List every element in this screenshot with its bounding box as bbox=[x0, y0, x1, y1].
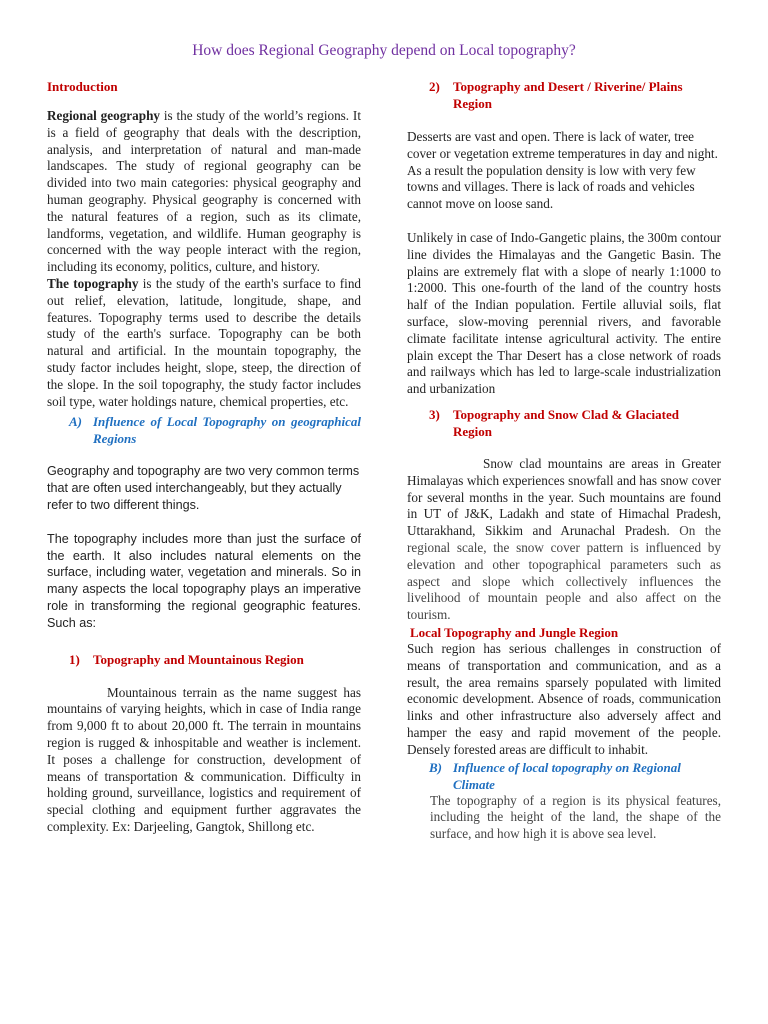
snow-paragraph bbox=[407, 456, 721, 624]
subsection-2-heading bbox=[429, 78, 721, 112]
topography-text: is the study of the earth's surface to find out relief, elevation, latitude, longitude, shape, and features. Topography terms used to describe the details study of the earth's surface. Topography can be both natural and artificial. In the mountain topography, the study factor includes height, slope, steep, the direction of the slope. In the soil topography, the study factor includes soil type, water holdings nature, chemical properties, etc. bbox=[47, 275, 362, 409]
left-column bbox=[47, 78, 361, 836]
desert-paragraph: Desserts are vast and open. There is lack of water, tree cover or vegetation extreme temperatures in day and night. As a result the population density is low with very few towns and villages. There is lack of roads and vehicles cannot move on loose sand. bbox=[407, 129, 718, 212]
topography-term: The topography bbox=[47, 275, 139, 291]
topography-paragraph bbox=[47, 276, 361, 410]
section-b-title: Influence of local topography on Regional Climate bbox=[453, 759, 681, 792]
subsection-1-number: 1) bbox=[69, 651, 80, 667]
plains-paragraph: Unlikely in case of Indo-Gangetic plains, the 300m contour line divides the Himalayas and the Gangetic Basin. The plains are extremely flat with a slope of nearly 1:1000 to 1:2000. This one-fourth of the land of the country hosts half of the Indian population. Fertile alluvial soils, flat surface, slow-moving perennial rivers, and favorable climate facilitate intense agricultural activity. The entire plain except the Thar Desert has a close network of roads and railways which has led to large-scale industrialization and urbanization bbox=[407, 229, 721, 397]
mountain-paragraph: Mountainous terrain as the name suggest has mountains of varying heights, which in case of India range from 9,000 ft to about 20,000 ft. The terrain in mountains region is rugged & inhospitable and weather is inclement. It poses a challenge for construction, development of means of transportation & communication. Difficulty in holding ground, surveillance, logistics and requirement of special clothing and equipment further aggravates the complexity. Ex: Darjeeling, Gangtok, Shillong etc. bbox=[47, 684, 361, 834]
section-a-title: Influence of Local Topography on geographical Regions bbox=[93, 414, 361, 447]
topo-includes-paragraph: The topography includes more than just the surface of the earth. It also includes natural elements on the surface, including water, vegetation and minerals. So in many aspects the local topography plays an imperative role in transforming the regional geographic features. Such as: bbox=[47, 531, 361, 630]
subsection-3-heading bbox=[429, 406, 721, 440]
subsection-3-title: Topography and Snow Clad & Glaciated Region bbox=[453, 406, 679, 439]
section-a-number: A) bbox=[69, 414, 82, 430]
section-b-heading bbox=[429, 759, 721, 793]
subsection-1-heading bbox=[69, 651, 361, 668]
jungle-paragraph: Such region has serious challenges in construction of means of transportation and communication, and as a result, the area remains sparsely populated with limited economic development. Absence of roads, communication links and other infrastructure also adversely affect and hamper the easy and rapid movement of the people. Densely forested areas are difficult to inhabit. bbox=[407, 640, 721, 757]
section-b-number: B) bbox=[429, 759, 442, 775]
subsection-3-number: 3) bbox=[429, 406, 440, 422]
document-title: How does Regional Geography depend on Local topography? bbox=[192, 42, 576, 59]
climate-paragraph: The topography of a region is its physical features, including the height of the land, the shape of the surface, and how high it is above sea level. bbox=[430, 792, 721, 842]
regional-geography-term: Regional geography bbox=[47, 108, 160, 123]
regional-geography-paragraph bbox=[47, 108, 361, 276]
subsection-2-number: 2) bbox=[429, 79, 440, 94]
right-column bbox=[407, 78, 721, 843]
section-a-heading bbox=[69, 413, 361, 447]
introduction-heading: Introduction bbox=[47, 79, 118, 94]
regional-geography-text: is the study of the world’s regions. It is a field of geography that deals with the description, analysis, and interpretation of natural and man-made landscapes. The study of regional geography can be divided into two main categories: physical geography and human geography. Physical geography is concerned with the natural features of a region, such as its climate, landforms, vegetation, and wildlife. Human geography is concerned with the way people interact with the region, including its economy, politics, culture, and history. bbox=[47, 108, 361, 275]
subsection-1-title: Topography and Mountainous Region bbox=[93, 651, 304, 667]
jungle-heading: Local Topography and Jungle Region bbox=[410, 624, 619, 640]
subsection-2-title: Topography and Desert / Riverine/ Plains Region bbox=[453, 79, 683, 111]
snow-text-part-2: On the regional scale, the snow cover pattern is influenced by elevation and other topographical parameters such as aspect and slope which collectively influences the livelihood of mountain people and also affect on the tourism. bbox=[407, 523, 721, 623]
geo-topo-paragraph: Geography and topography are two very common terms that are often used interchangeably, but they actually refer to two different things. bbox=[47, 464, 360, 512]
snow-text-part-1: Snow clad mountains are areas in Greater Himalayas which experiences snowfall and has snow cover for several months in the year. Such mountains are found in UT of J&K, Ladakh and state of Himachal Pradesh, Uttarakhand, Sikkim and Arunachal Pradesh. bbox=[407, 455, 721, 539]
